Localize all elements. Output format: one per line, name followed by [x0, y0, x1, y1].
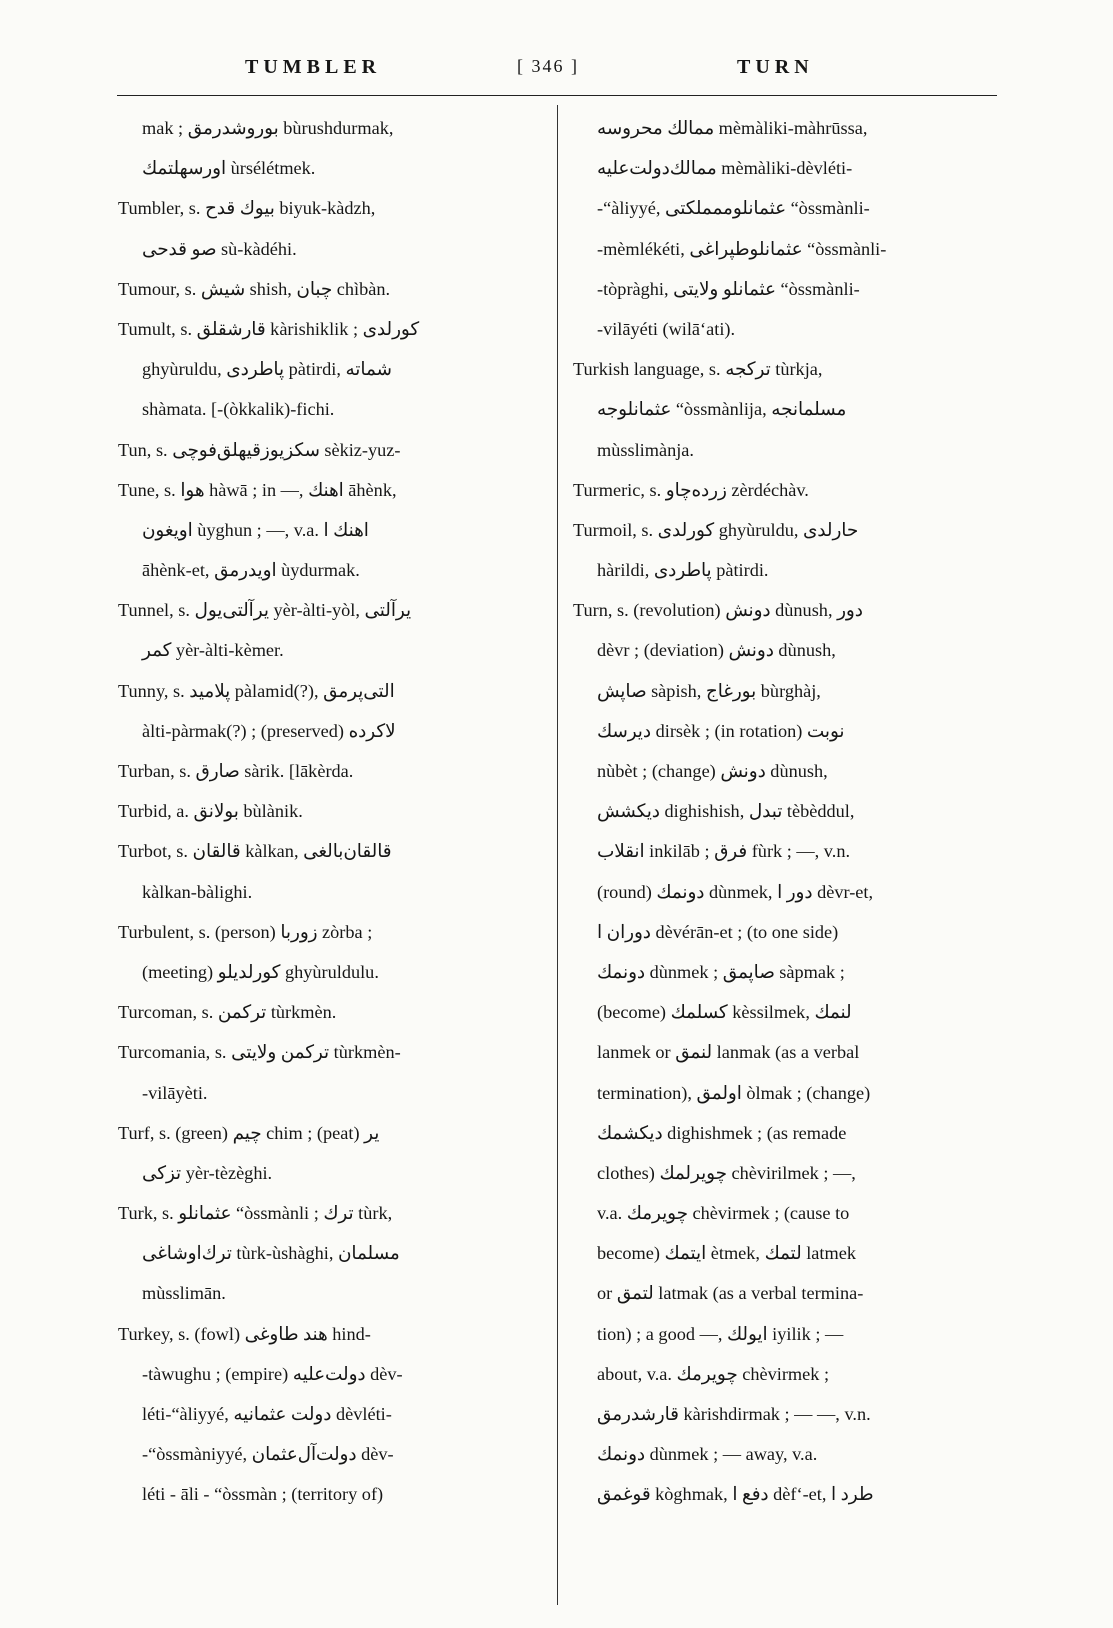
entry-line: قوغمق kòghmak, دفع ا dèf‘-et, طرد ا: [597, 1484, 874, 1505]
entry-line: Tunny, s. پلاميد pàlamid(?), التى‌پرمق: [118, 680, 395, 701]
entry-line: (meeting) كورلديلو ghyùruldulu.: [142, 961, 379, 982]
entry-line: ديكشش dighishish, تبدل tèbèddul,: [597, 801, 855, 822]
entry-line: Tumbler, s. بيوك قدح biyuk-kàdzh,: [118, 198, 376, 219]
entry-line: mùsslimànja.: [597, 439, 694, 460]
entry-line: اورسهلتمك ùrsélétmek.: [142, 158, 316, 179]
entry-line: Turbid, a. بولانق bùlànik.: [118, 801, 303, 822]
entry-line: ترك‌اوشاغى tùrk-ùshàghi, مسلمان: [142, 1243, 400, 1264]
entry-line: mak ; بوروشدرمق bùrushdurmak,: [142, 118, 394, 138]
entry-line: -vilāyèti.: [142, 1082, 208, 1103]
entry-line: hàrildi, پاطردى pàtirdi.: [597, 560, 769, 581]
entry-line: ممالك محروسه mèmàliki-màhrūssa,: [597, 118, 868, 138]
entry-line: tion) ; a good —, ايولك iyilik ; —: [597, 1323, 844, 1344]
entry-line: ghyùruldu, پاطردى pàtirdi, شماته: [142, 359, 392, 380]
entry-line: Turmeric, s. زرده‌چاو zèrdéchàv.: [573, 479, 809, 500]
entry-line: Turban, s. صارق sàrik. [lākèrda.: [118, 761, 354, 781]
entry-line: صو قدحى sù-kàdéhi.: [142, 238, 297, 259]
entry-line: -“àliyyé, عثمانلوممملكتى “òssmànli-: [597, 198, 870, 219]
entry-line: Tun, s. سكزيوزقيهلق‌فوچى sèkiz-yuz-: [118, 439, 401, 460]
entry-line: clothes) چويرلمك chèvirilmek ; —,: [597, 1162, 856, 1183]
entry-line: Turf, s. (green) چيم chim ; (peat) ير: [118, 1122, 380, 1143]
header-rule: [117, 95, 997, 96]
entry-line: Turkey, s. (fowl) هند طاوغى hind-: [118, 1323, 371, 1344]
entry-line: shàmata. [-(òkkalik)-fichi.: [142, 399, 335, 420]
entry-line: عثمانلوجه “òssmànlija, مسلمانجه: [597, 399, 847, 420]
entry-line: (round) دونمك dùnmek, دور ا dèvr-et,: [597, 881, 874, 902]
entry-line: Tune, s. هوا hàwā ; in —, اهنك āhènk,: [118, 479, 397, 500]
entry-line: -“òssmàniyyé, دولت‌آل‌عثمان dèv-: [142, 1444, 394, 1465]
left-column: [118, 108, 548, 1515]
page-number: [ 346 ]: [517, 56, 579, 76]
entry-line: ديرسك dirsèk ; (in rotation) نوبت: [597, 720, 845, 741]
entry-line: mùsslimān.: [142, 1283, 226, 1304]
entry-line: Tumult, s. قارشقلق kàrishiklik ; كورلدى: [118, 318, 420, 339]
entry-line: صاپش sàpish, بورغاج bùrghàj,: [597, 680, 821, 701]
entry-line: àlti-pàrmak(?) ; (preserved) لاكرده: [142, 720, 396, 741]
entry-line: dèvr ; (deviation) دونش dùnush,: [597, 640, 836, 661]
entry-line: ديكشمك dighishmek ; (as remade: [597, 1122, 847, 1143]
page-header: [117, 50, 997, 90]
entry-line: Turbot, s. قالقان kàlkan, قالقان‌بالغى: [118, 841, 392, 862]
entry-line: -mèmlékéti, عثمانلوطپراغى “òssmànli-: [597, 238, 887, 259]
entry-line: دوران ا dèvérān-et ; (to one side): [597, 921, 839, 942]
entry-line: Turn, s. (revolution) دونش dùnush, دور: [573, 600, 863, 621]
right-column: [573, 108, 993, 1515]
entry-line: اويغون ùyghun ; —, v.a. اهنك ا: [142, 519, 369, 540]
entry-line: v.a. چويرمك chèvirmek ; (cause to: [597, 1203, 850, 1224]
entry-line: Tunnel, s. يرآلتى‌يول yèr-àlti-yòl, يرآلتى: [118, 600, 412, 621]
entry-line: دونمك dùnmek ; صاپمق sàpmak ;: [597, 961, 845, 982]
entry-line: Turbulent, s. (person) زوربا zòrba ;: [118, 921, 373, 942]
entry-line: kàlkan-bàlighi.: [142, 881, 253, 902]
entry-line: دونمك dùnmek ; — away, v.a.: [597, 1444, 818, 1465]
entry-line: become) ايتمك ètmek, لتمك latmek: [597, 1243, 856, 1264]
entry-line: -vilāyéti (wilā‘ati).: [597, 318, 736, 339]
entry-line: تزكى yèr-tèzèghi.: [142, 1162, 273, 1183]
entry-line: -tàwughu ; (empire) دولت‌عليه dèv-: [142, 1363, 403, 1384]
entry-line: ممالك‌دولت‌عليه mèmàliki-dèvléti-: [597, 158, 853, 179]
entry-line: Turkish language, s. تركجه tùrkja,: [573, 359, 823, 380]
entry-line: about, v.a. چويرمك chèvirmek ;: [597, 1363, 830, 1384]
entry-line: léti - āli - “òssmàn ; (territory of): [142, 1484, 384, 1505]
entry-line: -tòpràghi, عثمانلو ولايتى “òssmànli-: [597, 278, 860, 299]
entry-line: كمر yèr-àlti-kèmer.: [142, 640, 284, 661]
entry-line: termination), اولمق òlmak ; (change): [597, 1082, 871, 1103]
entry-line: léti-“àliyyé, دولت عثمانيه dèvléti-: [142, 1404, 392, 1424]
entry-line: Tumour, s. شيش shish, چبان chìbàn.: [118, 278, 391, 299]
entry-line: Turmoil, s. كورلدى ghyùruldu, حارلدى: [573, 519, 859, 540]
entry-line: Turcomania, s. تركمن ولايتى tùrkmèn-: [118, 1042, 401, 1063]
left-headword: TUMBLER: [245, 56, 382, 78]
entry-line: āhènk-et, اويدرمق ùydurmak.: [142, 560, 360, 581]
entry-line: قارشدرمق kàrishdirmak ; — —, v.n.: [597, 1404, 871, 1424]
entry-line: lanmek or لنمق lanmak (as a verbal: [597, 1042, 860, 1063]
entry-line: انقلاب inkilāb ; فرق fùrk ; —, v.n.: [597, 841, 851, 862]
right-headword: TURN: [737, 56, 814, 78]
entry-line: nùbèt ; (change) دونش dùnush,: [597, 761, 828, 781]
entry-line: or لتمق latmak (as a verbal termina-: [597, 1283, 864, 1304]
column-divider: [557, 105, 558, 1605]
entry-line: (become) كسلمك kèssilmek, لنمك: [597, 1002, 852, 1023]
entry-line: Turk, s. عثمانلو “òssmànli ; ترك tùrk,: [118, 1203, 393, 1224]
entry-line: Turcoman, s. تركمن tùrkmèn.: [118, 1002, 337, 1023]
